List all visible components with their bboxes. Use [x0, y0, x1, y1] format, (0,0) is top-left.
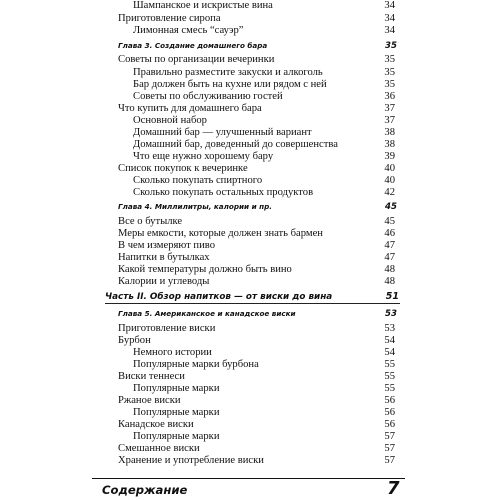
chapter-title: Глава 4. Миллилитры, калории и пр.	[118, 202, 272, 211]
toc-entry-title: Меры емкости, которые должен знать бармен	[118, 228, 323, 239]
toc-entry-page: 34	[384, 0, 395, 11]
toc-entry[interactable]	[133, 359, 395, 371]
toc-entry-page: 34	[384, 13, 395, 24]
toc-entry-title: Список покупок к вечеринке	[118, 163, 248, 174]
toc-entry-title: Виски теннеси	[118, 371, 185, 382]
chapter-title: Глава 3. Создание домашнего бара	[118, 41, 268, 50]
toc-entry[interactable]	[118, 216, 395, 228]
toc-entry-page: 55	[384, 371, 395, 382]
toc-entry[interactable]	[118, 240, 395, 252]
toc-entry-page: 46	[384, 228, 395, 239]
toc-entry[interactable]	[133, 25, 395, 37]
toc-entry-page: 48	[384, 276, 395, 287]
chapter-page: 53	[385, 309, 397, 319]
chapter-heading[interactable]	[118, 201, 397, 213]
toc-entry-title: Все о бутылке	[118, 216, 183, 227]
toc-entry-page: 35	[384, 67, 395, 78]
footer-section-label: Содержание	[102, 483, 188, 497]
toc-entry-title: Шампанское и искристые вина	[133, 0, 273, 11]
toc-entry-title: В чем измеряют пиво	[118, 240, 215, 251]
toc-entry-page: 57	[384, 455, 395, 466]
toc-entry[interactable]	[133, 67, 395, 79]
toc-entry[interactable]	[118, 419, 395, 431]
toc-entry[interactable]	[133, 0, 395, 12]
footer-page-number: 7	[387, 478, 400, 499]
toc-entry-page: 47	[384, 252, 395, 263]
toc-entry-page: 37	[384, 103, 395, 114]
footer-rule	[92, 478, 405, 479]
toc-entry[interactable]	[118, 13, 395, 25]
chapter-heading[interactable]	[118, 40, 397, 52]
toc-entry-page: 34	[384, 25, 395, 36]
toc-entry-title: Бар должен быть на кухне или рядом с ней	[133, 79, 327, 90]
toc-entry[interactable]	[118, 323, 395, 335]
toc-entry-page: 37	[384, 115, 395, 126]
toc-entry[interactable]	[133, 175, 395, 187]
toc-entry-page: 40	[384, 163, 395, 174]
toc-entry-title: Популярные марки	[133, 383, 220, 394]
toc-entry[interactable]	[118, 163, 395, 175]
toc-entry-title: Ржаное виски	[118, 395, 181, 406]
toc-entry-title: Домашний бар, доведенный до совершенства	[133, 139, 338, 150]
toc-entry-page: 42	[384, 187, 395, 198]
chapter-title: Глава 5. Американское и канадское виски	[118, 309, 296, 318]
toc-entry-title: Приготовление виски	[118, 323, 216, 334]
toc-entry-page: 54	[384, 335, 395, 346]
toc-entry-title: Популярные марки	[133, 431, 220, 442]
toc-entry[interactable]	[133, 187, 395, 199]
toc-entry-title: Основной набор	[133, 115, 207, 126]
toc-entry[interactable]	[133, 383, 395, 395]
toc-entry-page: 39	[384, 151, 395, 162]
toc-entry-title: Домашний бар — улучшенный вариант	[133, 127, 312, 138]
part-heading[interactable]	[105, 291, 399, 303]
toc-entry-page: 38	[384, 127, 395, 138]
toc-entry[interactable]	[133, 431, 395, 443]
toc-entry-page: 45	[384, 216, 395, 227]
toc-entry[interactable]	[118, 371, 395, 383]
toc-entry-page: 56	[384, 419, 395, 430]
toc-entry-page: 56	[384, 407, 395, 418]
toc-entry-title: Бурбон	[118, 335, 151, 346]
toc-entry-title: Лимонная смесь “сауэр”	[133, 25, 244, 36]
toc-entry[interactable]	[118, 276, 395, 288]
toc-entry[interactable]	[118, 455, 395, 467]
toc-entry-page: 47	[384, 240, 395, 251]
toc-entry-title: Сколько покупать остальных продуктов	[133, 187, 314, 198]
toc-entry-title: Популярные марки	[133, 407, 220, 418]
toc-entry-page: 57	[384, 443, 395, 454]
toc-entry-page: 36	[384, 91, 395, 102]
part-title: Часть II. Обзор напитков — от виски до вина	[105, 292, 333, 302]
toc-entry[interactable]	[118, 395, 395, 407]
toc-entry-page: 38	[384, 139, 395, 150]
toc-entry[interactable]	[133, 347, 395, 359]
toc-entry[interactable]	[118, 103, 395, 115]
toc-entry-title: Смешанное виски	[118, 443, 200, 454]
toc-entry-page: 35	[384, 79, 395, 90]
toc-entry-page: 35	[384, 54, 395, 65]
toc-entry[interactable]	[133, 151, 395, 163]
toc-entry-page: 48	[384, 264, 395, 275]
chapter-page: 35	[385, 41, 397, 51]
toc-entry-title: Немного истории	[133, 347, 212, 358]
toc-entry-title: Советы по организации вечеринки	[118, 54, 275, 65]
toc-entry-title: Что еще нужно хорошему бару	[133, 151, 274, 162]
toc-entry[interactable]	[133, 91, 395, 103]
toc-entry[interactable]	[133, 79, 395, 91]
toc-entry[interactable]	[118, 54, 395, 66]
toc-entry-title: Напитки в бутылках	[118, 252, 210, 263]
toc-entry[interactable]	[118, 443, 395, 455]
toc-entry[interactable]	[118, 252, 395, 264]
chapter-page: 45	[385, 202, 397, 212]
toc-entry-page: 57	[384, 431, 395, 442]
toc-entry-title: Калории и углеводы	[118, 276, 210, 287]
toc-entry-title: Советы по обслуживанию гостей	[133, 91, 283, 102]
toc-entry-title: Что купить для домашнего бара	[118, 103, 262, 114]
toc-entry-title: Сколько покупать спиртного	[133, 175, 263, 186]
toc-entry-title: Канадское виски	[118, 419, 194, 430]
toc-entry-page: 56	[384, 395, 395, 406]
toc-entry-title: Популярные марки бурбона	[133, 359, 259, 370]
toc-entry[interactable]	[118, 228, 395, 240]
toc-entry-page: 54	[384, 347, 395, 358]
toc-entry[interactable]	[133, 127, 395, 139]
toc-entry[interactable]	[118, 335, 395, 347]
part-divider	[105, 303, 400, 304]
toc-entry-title: Какой температуры должно быть вино	[118, 264, 292, 275]
toc-entry-title: Приготовление сиропа	[118, 13, 221, 24]
toc-entry[interactable]	[118, 264, 395, 276]
toc-entry-title: Правильно разместите закуски и алкоголь	[133, 67, 323, 78]
toc-entry[interactable]	[133, 115, 395, 127]
toc-entry-page: 53	[384, 323, 395, 334]
toc-entry-page: 55	[384, 359, 395, 370]
toc-entry-page: 40	[384, 175, 395, 186]
part-page: 51	[385, 291, 399, 302]
chapter-heading[interactable]	[118, 308, 397, 320]
toc-entry-title: Хранение и употребление виски	[118, 455, 264, 466]
toc-entry-page: 55	[384, 383, 395, 394]
toc-entry[interactable]	[133, 407, 395, 419]
toc-entry[interactable]	[133, 139, 395, 151]
